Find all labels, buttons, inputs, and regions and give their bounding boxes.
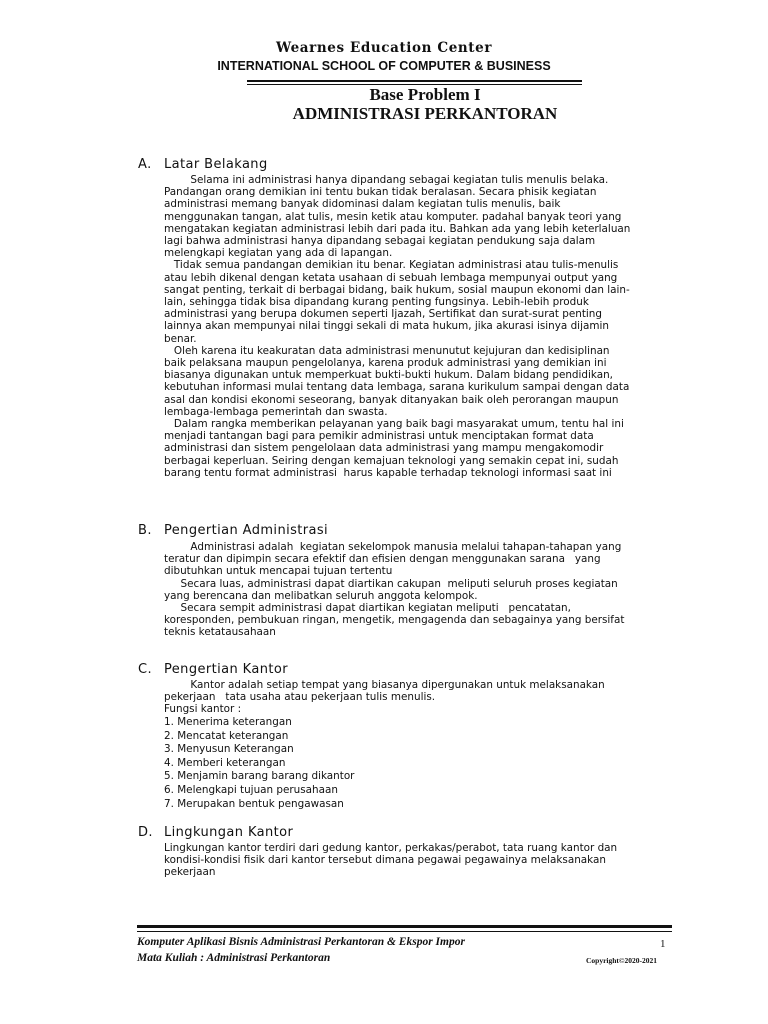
institution-name: Wearnes Education Center (275, 40, 493, 56)
text-line: Kantor adalah setiap tempat yang biasanya dipergunakan untuk melaksanakan (164, 679, 605, 691)
section-letter: B. (138, 523, 152, 538)
school-name: INTERNATIONAL SCHOOL OF COMPUTER & BUSINESS (217, 59, 551, 73)
text-line: administrasi memang banyak didominasi dalam kegiatan tulis menulis, baik (164, 198, 561, 211)
list-item: 1. Menerima keterangan (164, 716, 292, 728)
text-line: menggunakan tangan, alat tulis, mesin ketik atau komputer. padahal banyak teori yang (164, 210, 622, 223)
list-item: 3. Menyusun Keterangan (164, 743, 294, 756)
list-item: 6. Melengkapi tujuan perusahaan (164, 783, 338, 796)
text-line: pekerjaan tata usaha atau pekerjaan tulis menulis. (164, 691, 436, 704)
text-line: Administrasi adalah kegiatan sekelompok manusia melalui tahapan-tahapan yang (164, 541, 622, 553)
text-line: Oleh karena itu keakuratan data administrasi menunutut kejujuran dan kedisiplinan (164, 344, 610, 357)
footer-subject: Mata Kuliah : Administrasi Perkantoran (137, 952, 331, 964)
text-line: lembaga-lembaga pemerintah dan swasta. (164, 405, 388, 418)
text-line: menjadi tantangan bagi para pemikir administrasi untuk menciptakan format data (164, 430, 594, 443)
text-line: kebutuhan informasi mulai tentang data lembaga, sarana kurikulum sampai dengan data (164, 381, 630, 394)
footer-rule (137, 925, 672, 928)
copyright-notice: Copyright©2020-2021 (586, 956, 658, 965)
office-function-list (164, 716, 354, 811)
text-line: administrasi yang berupa dokumen seperti Ijazah, Sertifikat dan surat-surat penting (164, 308, 602, 321)
text-line: barang tentu format administrasi harus kapable terhadap teknologi informasi saat ini (164, 466, 612, 479)
list-item: 4. Memberi keterangan (164, 756, 286, 769)
text-line: lain, sehingga tidak bisa dipandang kurang penting fungsinya. Lebih-lebih produk (164, 296, 589, 309)
text-line: Lingkungan kantor terdiri dari gedung kantor, perkakas/perabot, tata ruang kantor dan (164, 842, 618, 854)
text-line: sangat penting, terkait di berbagai bidang, baik hukum, sosial maupun ekonomi dan lain- (164, 283, 630, 296)
list-item: 5. Menjamin barang barang dikantor (164, 770, 355, 783)
section-letter: D. (138, 825, 153, 840)
text-line: baik pelaksana maupun pengelolanya, karena produk administrasi yang demikian ini (164, 357, 607, 370)
section-b-body (164, 541, 694, 639)
document-subtitle: ADMINISTRASI PERKANTORAN (292, 104, 558, 123)
text-line: Fungsi kantor : (164, 703, 242, 716)
page-number: 1 (660, 938, 666, 950)
section-heading-d (138, 825, 293, 840)
section-title: Lingkungan Kantor (164, 825, 294, 840)
text-line: Secara sempit administrasi dapat diartikan kegiatan meliputi pencatatan, (164, 602, 571, 615)
text-line: Secara luas, administrasi dapat diartikan cakupan meliputi seluruh proses kegiatan (164, 577, 618, 590)
section-c-body (164, 679, 694, 716)
section-letter: A. (138, 157, 152, 172)
footer-course-title: Komputer Aplikasi Bisnis Administrasi Perkantoran & Ekspor Impor (137, 936, 465, 948)
text-line: Dalam rangka memberikan pelayanan yang baik bagi masyarakat umum, tentu hal ini (164, 418, 624, 431)
text-line: pekerjaan (164, 866, 216, 879)
footer-rule-thin (137, 931, 672, 932)
text-line: berbagai keperluan. Seiring dengan kemajuan teknologi yang semakin cepat ini, sudah (164, 454, 619, 467)
header-rule (247, 80, 582, 82)
text-line: mengatakan kegiatan administrasi lebih dari pada itu. Bahkan ada yang lebih keterlaluan (164, 222, 631, 235)
list-item: 7. Merupakan bentuk pengawasan (164, 797, 344, 810)
text-line: Tidak semua pandangan demikian itu benar. Kegiatan administrasi atau tulis-menulis (164, 259, 619, 272)
document-title: Base Problem I (369, 85, 481, 104)
section-title: Pengertian Administrasi (164, 523, 329, 538)
text-line: dibutuhkan untuk mencapai tujuan tertentu (164, 565, 393, 578)
text-line: melengkapi kegiatan yang ada di lapangan. (164, 247, 393, 260)
text-line: lagi bahwa administrasi hanya dipandang sebagai kegiatan pendukung saja dalam (164, 235, 596, 248)
text-line: Pandangan orang demikian ini tentu bukan tidak beralasan. Secara phisik kegiatan (164, 186, 597, 199)
text-line: teratur dan dipimpin secara efektif dan efisien dengan menggunakan sarana yang (164, 553, 601, 566)
text-line: Selama ini administrasi hanya dipandang sebagai kegiatan tulis menulis belaka. (164, 174, 609, 186)
section-d-body (164, 842, 694, 879)
text-line: kondisi-kondisi fisik dari kantor tersebut dimana pegawai pegawainya melaksanakan (164, 854, 606, 867)
section-heading-a (138, 157, 268, 172)
text-line: asal dan kondisi ekonomi seseorang, banyak ditanyakan baik oleh perorangan maupun (164, 393, 619, 406)
text-line: yang berencana dan melibatkan seluruh anggota kelompok. (164, 589, 478, 602)
section-heading-c (138, 662, 288, 677)
section-heading-b (138, 523, 328, 538)
text-line: atau lebih dikenal dengan ketata usahaan di sebuah lembaga mempunyai output yang (164, 271, 618, 284)
list-item: 2. Mencatat keterangan (164, 729, 289, 742)
text-line: teknis ketatausahaan (164, 626, 276, 639)
text-line: administrasi dan sistem pengelolaan data administrasi yang mampu mengakomodir (164, 442, 604, 455)
section-title: Latar Belakang (164, 157, 268, 172)
text-line: koresponden, pembukuan ringan, mengetik, mengagenda dan sebagainya yang bersifat (164, 614, 625, 627)
section-a-body (164, 174, 694, 479)
text-line: lainnya akan mempunyai nilai tinggi sekali di mata hukum, jika akurasi isinya dijamin (164, 320, 609, 333)
section-title: Pengertian Kantor (164, 662, 288, 677)
text-line: biasanya digunakan untuk memperkuat bukti-bukti hukum. Dalam bidang pendidikan, (164, 369, 613, 382)
section-letter: C. (138, 662, 153, 677)
text-line: benar. (164, 332, 197, 345)
